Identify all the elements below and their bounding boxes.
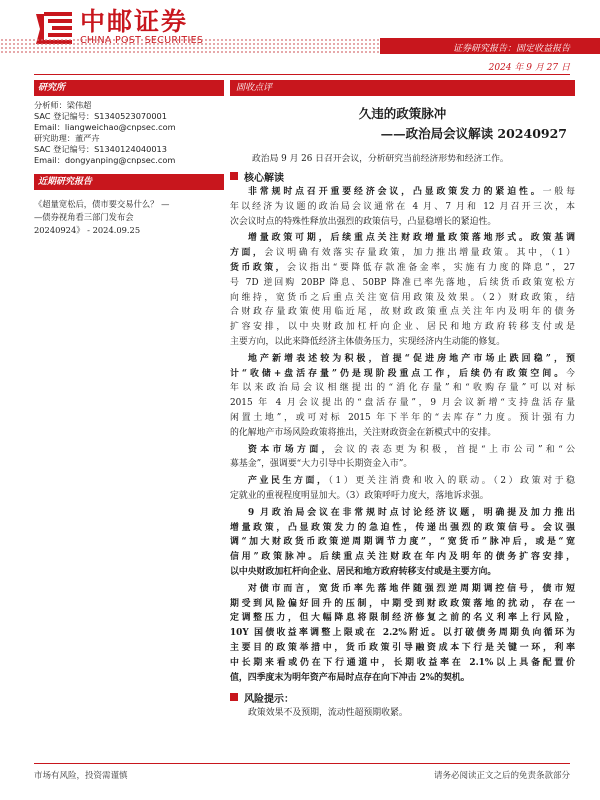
analyst-line: SAC 登记编号：S1340124040013 [34,144,167,154]
body-text: 2015 年 4 月会议提出的“盘活存量”，9 月会议新增“支持盘活存量 [230,398,575,409]
bold-text: 对债市而言，宽货币率先落地伴随强烈逆周期调控信号，债市短 [248,583,575,594]
paragraph-line [230,535,575,550]
body-text: 定就业的重视程度明显加大。（3）政策呼吁力度大，落地诉求强。 [230,490,489,501]
footer-disclaimer: 市场有风险，投资需谨慎 [34,771,128,781]
body-text: 的化解地产市场风险政策将推出，关注财政资金在新模式中的安排。 [230,427,497,438]
bold-text: 方面， [230,248,265,259]
body-text: 一般每 [542,187,575,197]
paragraph-line [230,582,575,597]
analyst-email[interactable]: Email：liangweichao@cnpsec.com [34,122,176,132]
recent-reports-heading: 近期研究报告 [34,174,224,190]
body-text: 募基金”，强调要“大力引导中长期资金入市”。 [230,459,413,470]
body-text: 今 [566,368,575,379]
body-text: 年以经济为议题的政治局会议通常在 4 月、7 月和 12 月召开三次，本 [230,201,575,212]
summary-line: 政治局 9 月 26 日召开会议，分析研究当前经济形势和经济工作。 [252,154,509,164]
analyst-line: SAC 登记编号：S1340523070001 [34,111,167,121]
bold-text: 值，四季度末为明年资产布局时点存在向下冲击 2%的契机。 [230,672,470,683]
bold-text: 定调整压力，但大幅降息将限制经济修复之前的名义利率上行风险， [230,613,575,624]
bold-text: 计“收储+盘活存量”仍是现阶段重点工作，后续仍有政策空间。 [230,368,567,379]
paragraph [230,185,575,229]
paragraph-line [230,656,575,671]
category-label: 固收点评 [230,80,575,96]
footer-divider [34,763,570,764]
bold-text: 非常规时点召开重要经济会议，凸显政策发力的紧迫性。 [248,187,543,197]
paragraph-line [230,261,575,276]
paragraph-line [230,215,575,230]
risk-line: 政策效果不及预期，流动性超预期收紧。 [248,708,408,719]
bold-text: 增量政策，凸显政策发力的急迫性，传递出强烈的政策信号。会议强 [230,522,575,533]
sidebar [34,80,224,237]
report-subtitle: ——政治局会议解读 20240927 [380,126,567,141]
paragraph-line [230,246,575,261]
bold-text: 9 月政治局会议在非常规时点讨论经济议题，明确提及加力推出 [248,507,575,518]
paragraph [230,582,575,686]
analyst-info [34,96,224,166]
body-text: 会议明确有效落实存量政策，加力推出增量政策。其中，（1） [264,248,575,259]
paragraph-line [230,457,575,472]
report-type: 证券研究报告：固定收益报告 [452,44,570,54]
body-text: 向维持，宽货币之后重点关注宽信用政策及效果。（2）财政政策， [230,292,567,303]
paragraph-line [230,443,575,458]
report-title: 久违的政策脉冲 [358,106,447,121]
main-content [230,80,575,721]
footer-notice: 请务必阅读正文之后的免责条款部分 [433,771,570,781]
header-divider [34,74,570,75]
bold-text: 调“加大财政货币政策逆周期调节力度”，“宽货币”脉冲后，或是“宽 [230,537,575,548]
bold-text: 以中央财政加杠杆向企业、居民和地方政府转移支付或是主要方向。 [230,566,497,577]
body-text: 次会议时点的特殊性释放出强烈的政策信号，凸显稳增长的紧迫性。 [230,216,497,227]
paragraph [230,443,575,473]
paragraph-line [230,426,575,441]
recent-report-line: —债券视角看三部门发布会 [34,212,134,222]
paragraph-line [230,335,575,350]
bold-text: 增量政策可期，后续重点关注财政增量政策落地形式。政策基调 [248,233,575,244]
body-text: 会议指出“要降低存款准备金率，实施有力度的降息”，27 [287,262,575,273]
brand-name-cn: 中邮证券 [80,7,189,36]
report-date: 2024 年 9 月 27 日 [488,63,570,73]
paragraph-line [230,474,575,489]
paragraph-line [230,381,575,396]
paragraph-line [230,626,575,641]
paragraph [230,231,575,349]
bold-text: 产业民生方面， [248,476,329,487]
paragraph [230,474,575,504]
paragraph-line [230,367,575,382]
paragraph-line [230,200,575,215]
paragraph-line [230,305,575,320]
body-text: 扩容安排，以中央财政加杠杆向企业、居民和地方政府转移支付或是 [230,322,575,333]
paragraph-line [230,641,575,656]
body-text: 会议的表态更为积极，首提“上市公司”和“公 [333,444,575,455]
body-text: 合财政存量政策使用临近尾，故财政政策重点关注年内及明年的债务 [230,307,575,318]
body-text: 主要方向，以此来降低经济主体债务压力，实现经济内生动能的修复。 [230,336,506,347]
paragraph [230,506,575,580]
paragraph-line [230,352,575,367]
paragraph [230,352,575,441]
bold-text: 主要目的政策举措中，货币政策引导融资成本下行是关键一环，利率 [230,642,575,653]
section-title: 风险提示： [244,693,294,705]
body-text: 闲置土地”，或可对标 2015 年下半年的“去库存”力度。预计强有力 [230,412,575,423]
paragraph-line [230,320,575,335]
paragraph-line [230,291,575,306]
section-risk-heading [230,690,575,704]
bold-text: 10Y 国债收益率调整上限或在 2.2%附近。以打破债务周期负向循环为 [230,628,575,639]
paragraph-line [230,185,575,200]
section-marker-icon [230,172,238,180]
paragraph-line [230,565,575,580]
paragraph-line [230,611,575,626]
risk-text [230,706,575,721]
section-marker-icon [230,693,238,701]
bold-text: 中长期来看或仍在下行通道中，长期收益率在 2.1%以上具备配置价 [230,657,575,668]
body-text: 年以来政治局会议相继提出的“消化存量”和“收购存量”可以对标 [230,383,575,394]
recent-report-line: 20240924》 - 2024.09.25 [34,225,141,235]
body-text: 号 7D 逆回购 20BP 降息、50BP 降准已率先落地，后续货币政策宽松方 [230,277,575,288]
paragraph-line [230,231,575,246]
bold-text: 货币政策， [230,262,288,273]
recent-report-line: 《超量宽松后，债市要交易什么？ — [34,199,170,209]
section-title: 核心解读 [244,172,284,184]
section-core-heading [230,169,575,183]
bold-text: 地产新增表述较为积极，首提“促进房地产市场止跌回稳”，预 [248,353,575,364]
paragraph-line [230,506,575,521]
bold-text: 资本市场方面， [248,444,334,455]
analyst-line: 研究助理：董严卉 [34,133,100,143]
bold-text: 信用”政策脉冲。后续重点关注财政在年内及明年的债务扩容安排， [230,552,575,563]
analyst-line: 分析师：梁伟超 [34,100,92,110]
paragraph-line [230,550,575,565]
paragraph-line [230,276,575,291]
paragraph-line [230,396,575,411]
paragraph-line [230,489,575,504]
paragraph-line [230,521,575,536]
paragraph-line [230,411,575,426]
body-text: 结 [566,292,575,303]
recent-report-link[interactable] [34,190,224,237]
team-heading: 研究所 [34,80,224,96]
body-text: （1）更关注消费和收入的联动。（2）政策对于稳 [328,476,575,487]
paragraph-line [230,671,575,686]
bold-text: 期受到风险偏好回升的压制，中期受到财政政策落地的扰动，存在一 [230,598,575,609]
paragraph-line [230,597,575,612]
analyst-email[interactable]: Email：dongyanping@cnpsec.com [34,155,176,165]
